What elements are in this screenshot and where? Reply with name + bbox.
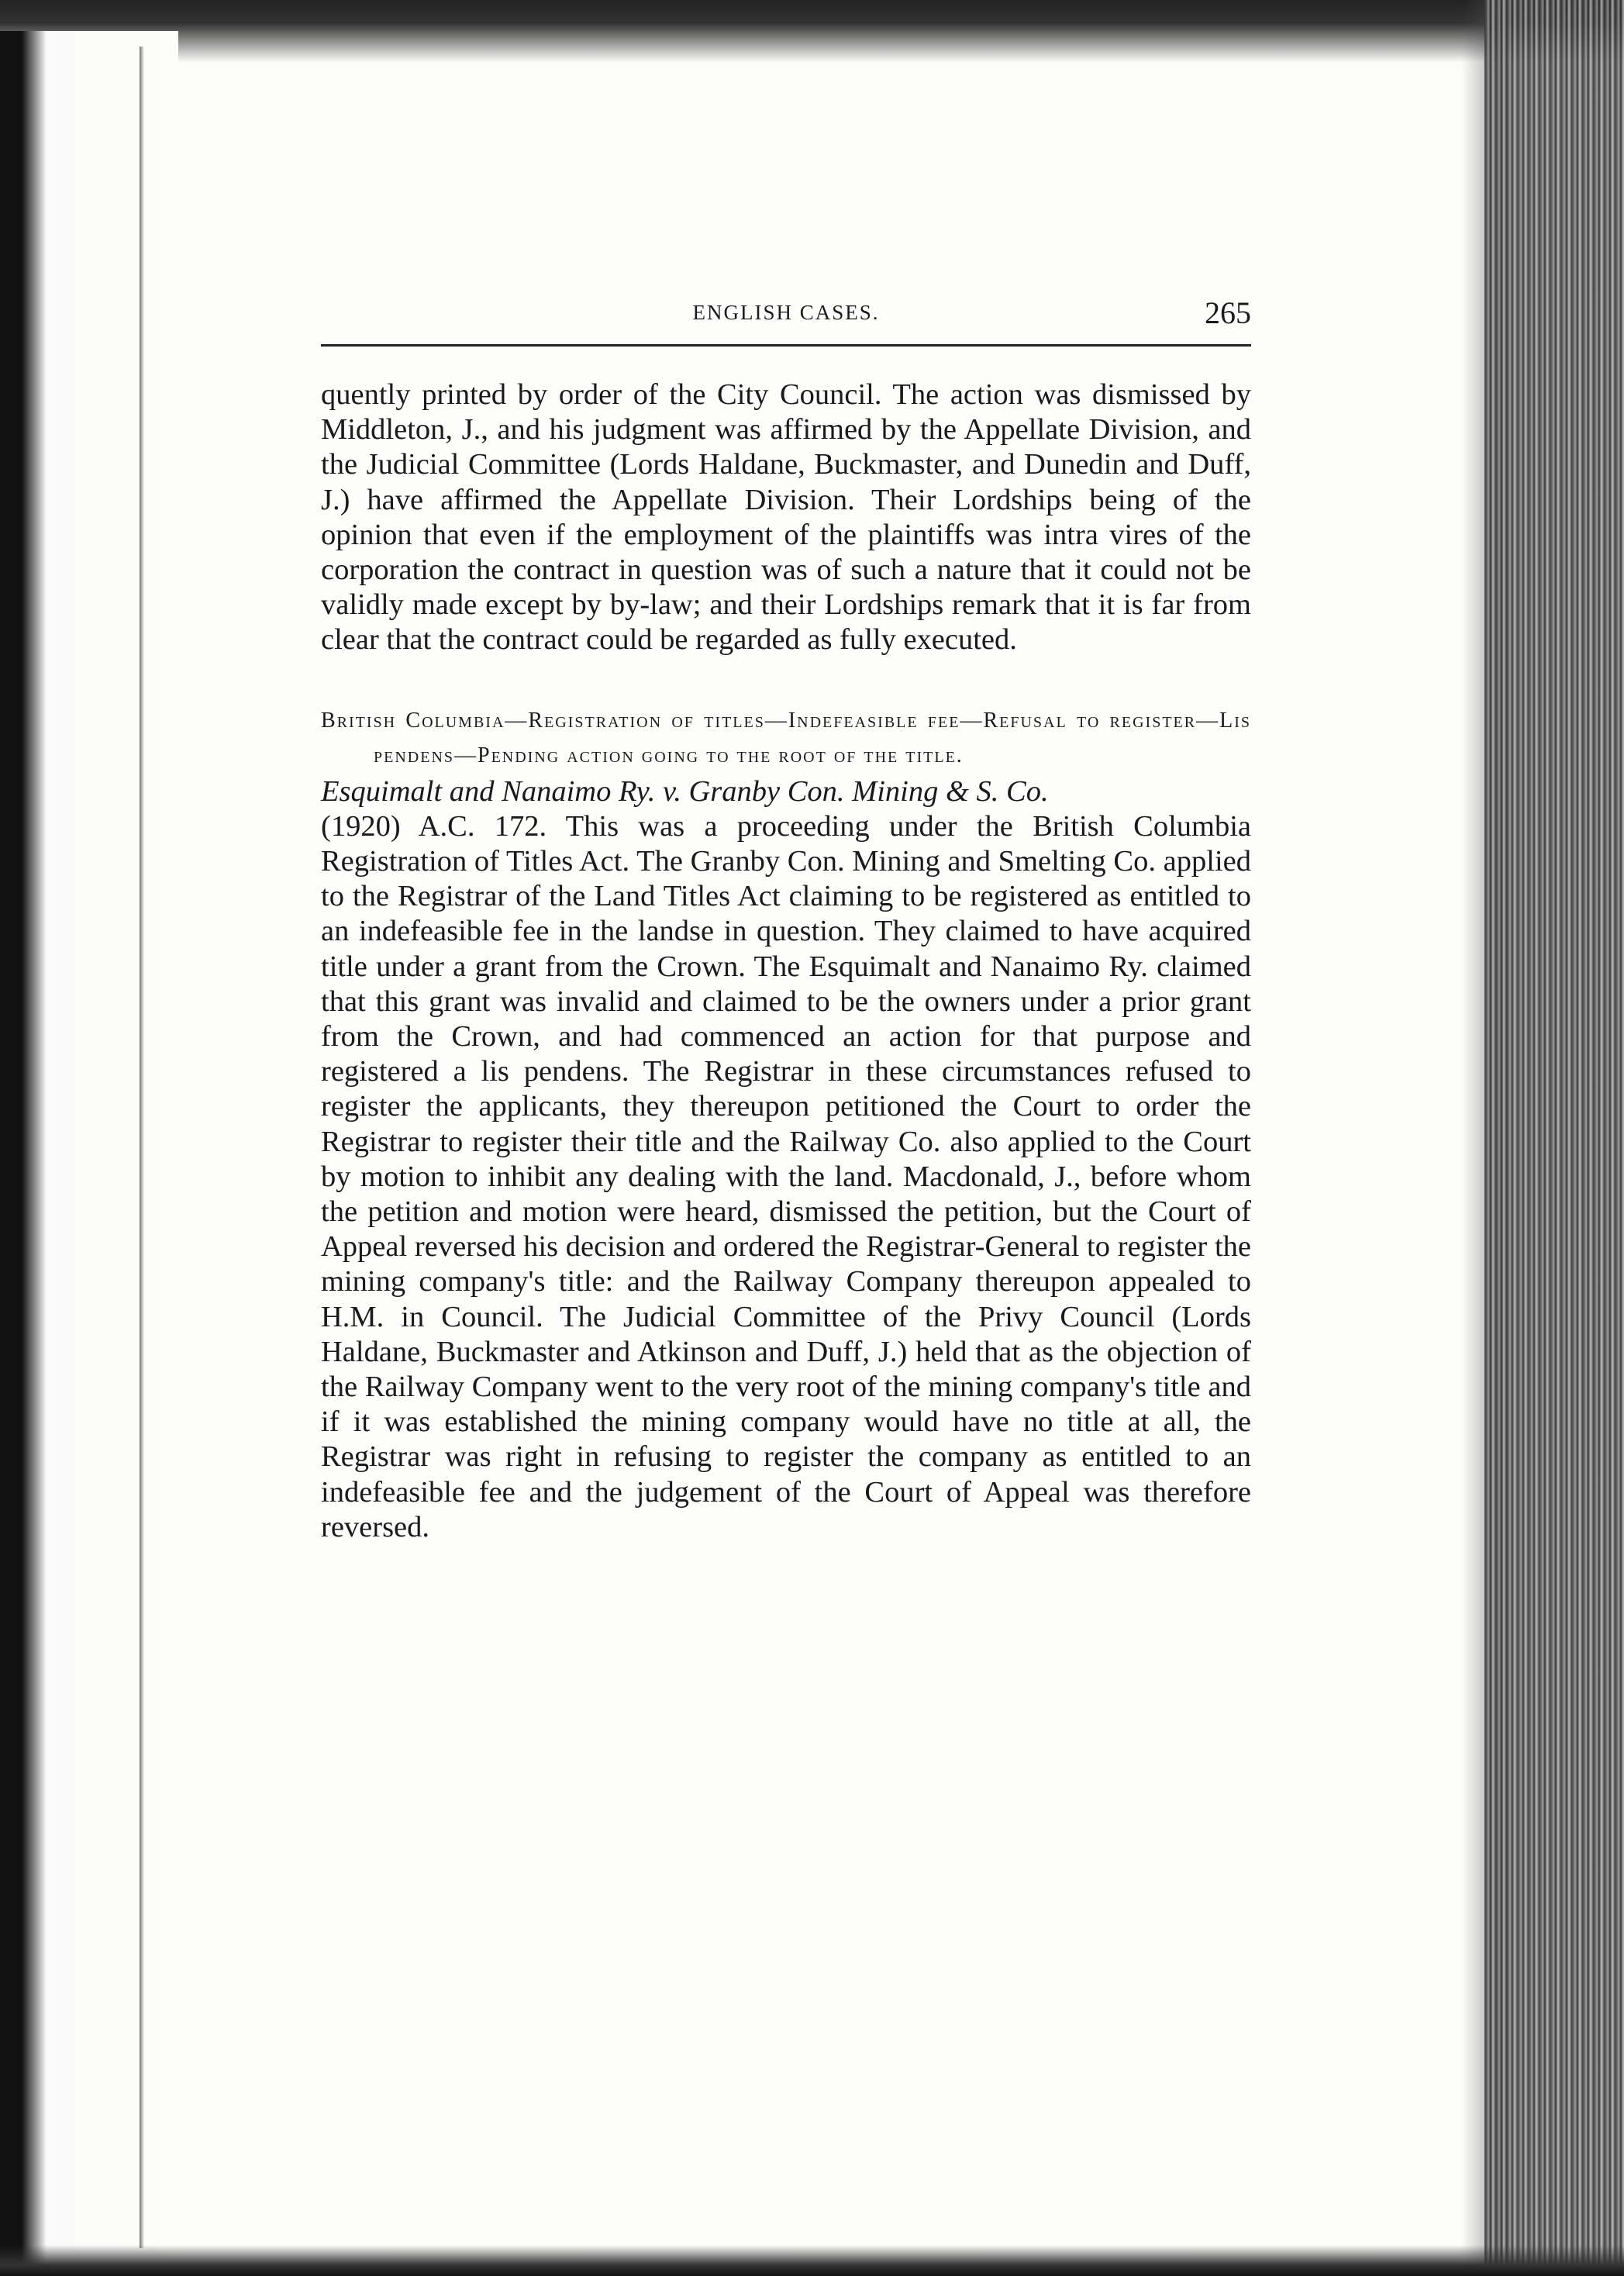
body-paragraph-case: (1920) A.C. 172. This was a proceeding under the British Columbia Registration of Titles Act. The Granby Con. Mining and Smelting Co. applied to the Registrar of the Land Titles Act claiming to be registered as entitled to an indefeasible fee in the landse in question. They claimed to have acquired title under a grant from the Crown. The Esquimalt and Nanaimo Ry. claimed that this grant was invalid and claimed to be the owners under a prior grant from the Crown, and had commenced an action for that purpose and registered a lis pendens. The Registrar in these circumstances refused to register the applicants, they thereupon petitioned the Court to order the Registrar to register their title and the Railway Co. also applied to the Court by motion to inhibit any dealing with the land. Macdonald, J., before whom the petition and motion were heard, dismissed the petition, but the Court of Appeal reversed his decision and ordered the Registrar-General to register the mining company's title: and the Railway Company thereupon appealed to H.M. in Council. The Judicial Committee of the Privy Council (Lords Haldane, Buckmaster and Atkinson and Duff, J.) held that as the objection of the Railway Company went to the very root of the mining company's title and if it was established the mining company would have no title at all, the Registrar was right in refusing to register the company as entitled to an indefeasible fee and the judgement of the Court of Appeal was therefore reversed.: [321, 809, 1251, 1543]
page-right-edge-stack: [1484, 0, 1624, 2276]
page-left-binding-shadow: [0, 31, 178, 2276]
page-text-block: [321, 295, 1251, 1545]
body-paragraph-continued: quently printed by order of the City Council. The action was dismissed by Middleton, J., and his judgment was affirmed by the Appellate Division, and the Judicial Committee (Lords Haldane, Buckmaster, and Dunedin and Duff, J.) have affirmed the Appellate Division. Their Lordships being of the opinion that even if the employment of the plaintiffs was intra vires of the corporation the contract in question was of such a nature that it could not be validly made except by by-law; and their Lordships remark that it is far from clear that the contract could be regarded as fully executed.: [321, 378, 1251, 657]
page-number: 265: [1205, 295, 1251, 330]
running-title: ENGLISH CASES.: [692, 301, 880, 324]
section-heading: British Columbia—Registration of titles—Indefeasible fee—Refusal to register—Lis pendens—Pending action going to the root of the title.: [321, 708, 1251, 767]
page-bottom-shadow: [0, 2245, 1624, 2276]
case-citation: [321, 774, 1251, 809]
case-name: Esquimalt and Nanaimo Ry. v. Granby Con. Mining & S. Co.: [321, 774, 1049, 808]
page-top-shadow: [0, 0, 1624, 70]
page-left-gutter-line: [140, 47, 144, 2248]
running-header: [321, 295, 1251, 347]
